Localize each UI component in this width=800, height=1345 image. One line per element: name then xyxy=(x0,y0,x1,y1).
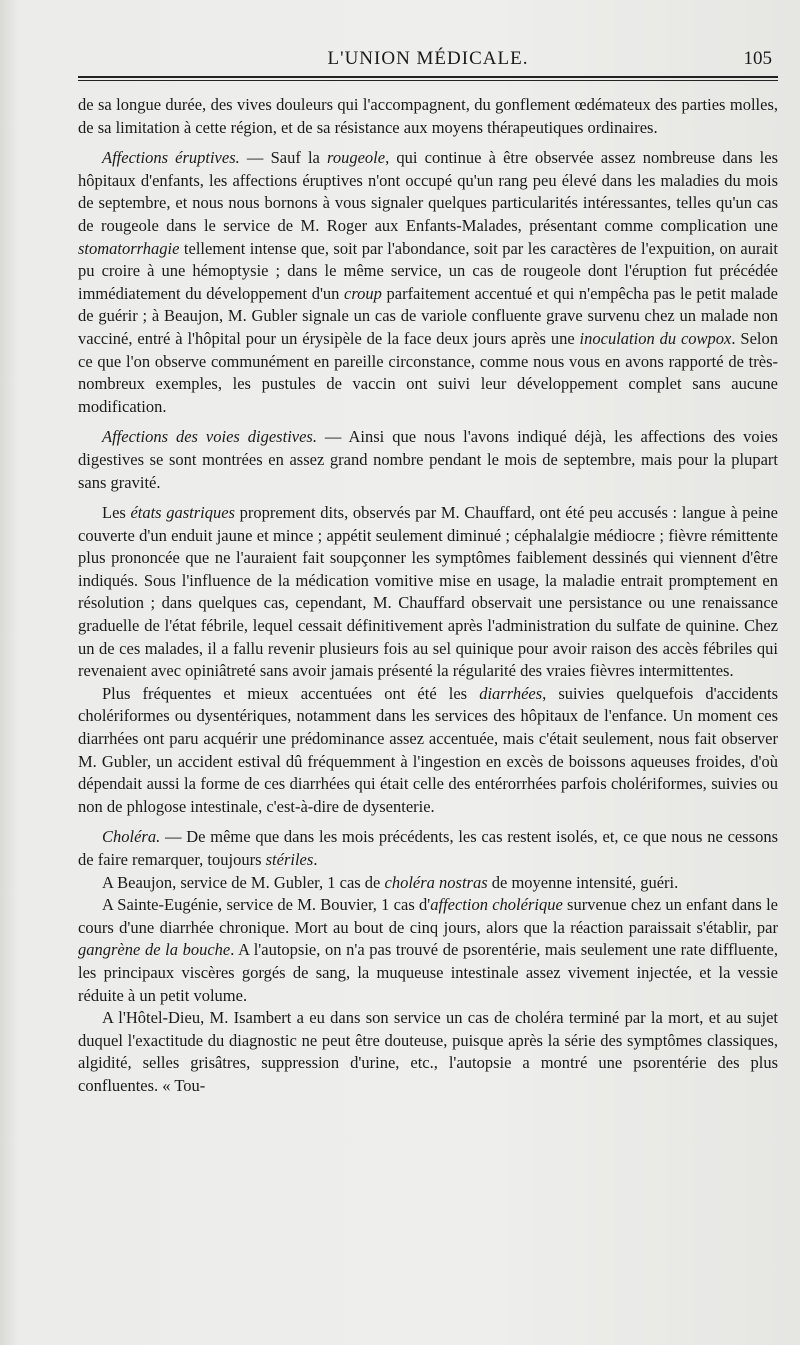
section-heading: Choléra. xyxy=(102,827,161,847)
text-run: . Selon ce que l'on observe communément en pareille circonstance, comme nous vous en avons rapporté de très-nombreux exemples, les pustules de vaccin ont suivi leur développement complet sans aucune modification. xyxy=(78,328,778,416)
italic-term: stériles xyxy=(265,850,314,869)
italic-term: choléra nostras xyxy=(384,872,488,892)
text-run: — Ainsi que nous l'avons indiqué déjà, les affections des voies digestives se sont montrées en assez grand nombre pendant le mois de septembre, mais pour la plupart sans gravité. xyxy=(78,427,778,492)
paragraph-continuation: de sa longue durée, des vives douleurs qui l'accompagnent, du gonflement œdémateux des parties molles, de sa limitation à cette région, et de sa résistance aux moyens thérapeutiques ordinaires. xyxy=(78,95,778,137)
paragraph-voies-digestives xyxy=(78,426,778,494)
text-run: A Sainte-Eugénie, service de M. Bouvier, 1 cas d' xyxy=(102,895,431,915)
paragraph-hotel-dieu: A l'Hôtel-Dieu, M. Isambert a eu dans son service un cas de choléra terminé par la mort, et au sujet duquel l'exactitude du diagnostic ne peut être douteuse, puisque après la série des symptômes classiques, algidité, selles grisâtres, suppression d'urine, etc., l'autopsie a montré une psorentérie des plus confluentes. « Tou- xyxy=(78,1008,778,1095)
text-run: , qui continue à être observée assez nombreuse dans les hôpitaux d'enfants, les affections éruptives n'ont occupé qu'un rang peu élevé dans les maladies du mois de septembre, et nous nous bornons à vous signaler quelques particularités intéressantes, telles qu'un cas de rougeole dans le service de M. Roger aux Enfants-Malades, présentant comme complication une xyxy=(78,148,779,235)
text-run: Plus fréquentes et mieux accentuées ont été les xyxy=(102,683,480,703)
text-run: , suivies quelquefois d'accidents cholériformes ou dysentériques, notamment dans les services des hôpitaux de l'enfance. Un moment ces diarrhées ont paru acquérir une prédominance assez accentuée, mais c'était seulement, nous fait observer M. Gubler, un accident estival dû fréquemment à l'ingestion en excès de boissons aqueuses froides, d'où dépendait aussi la forme de ces diarrhées qui était celle des entérorrhées parfois cholériformes, suivies ou non de phlogose intestinale, c'est-à-dire de dysenterie. xyxy=(78,683,779,816)
paragraph-beaujon xyxy=(78,872,778,895)
paragraph-affections-eruptives xyxy=(78,147,778,418)
section-heading: Affections des voies digestives. xyxy=(102,427,317,447)
text-run: — Sauf la xyxy=(239,148,328,168)
page-header xyxy=(78,46,778,80)
italic-term: croup xyxy=(344,283,382,303)
italic-term: états gastriques xyxy=(130,503,235,523)
text-run: . A l'autopsie, on n'a pas trouvé de psorentérie, mais seulement une rate diffluente, les principaux viscères gorgés de sang, la muqueuse intestinale assez vivement injectée, et la vessie réduite à un petit volume. xyxy=(78,940,779,1005)
body-text xyxy=(78,94,778,1098)
header-rule-thin xyxy=(78,80,778,81)
text-run: parfaitement accentué et qui n'empêcha pas le petit malade de guérir ; à Beaujon, M. Gubler signale un cas de variole confluente grave survenu chez un malade non vacciné, entré à l'hôpital pour un érysipèle de la face deux jours après une xyxy=(78,283,778,348)
text-run: proprement dits, observés par M. Chauffard, ont été peu accusés : langue à peine couverte d'un enduit jaune et mince ; appétit seulement diminué ; céphalalgie médiocre ; fièvre rémittente plus prononcée que ne l'auraient fait soupçonner les symptômes faiblement dessinés qui viennent d'être indiqués. Sous l'influence de la médication vomitive mise en usage, la maladie entrait promptement en résolution ; dans quelques cas, cependant, M. Chauffard observait une persistance ou une renaissance graduelle de l'état fébrile, lequel cessait définitivement après l'administration du sulfate de quinine. Chez un de ces malades, il a fallu revenir plusieurs fois au sel quinique pour avoir raison des accès fébriles qui revenaient avec opiniâtreté sans avoir jamais présenté la régularité des vraies fièvres intermittentes. xyxy=(78,503,778,681)
italic-term: diarrhées xyxy=(479,683,543,703)
paragraph-diarrhees xyxy=(78,683,778,819)
header-rule xyxy=(78,76,778,78)
running-title: L'UNION MÉDICALE. xyxy=(327,48,529,69)
section-heading: Affections éruptives. xyxy=(102,148,240,168)
text-run: de moyenne intensité, guéri. xyxy=(487,872,679,892)
text-run: . xyxy=(313,850,318,869)
page-number: 105 xyxy=(743,48,772,69)
paragraph-cholera xyxy=(78,826,778,871)
paragraph-etats-gastriques xyxy=(78,502,778,683)
text-run: tellement intense que, soit par l'abondance, soit par les caractères de l'expuition, on aurait pu croire à une hémoptysie ; dans le même service, un cas de rougeole dont l'éruption fut précédée immédiatement du développement d'un xyxy=(78,238,778,303)
italic-term: affection cholérique xyxy=(430,895,563,915)
italic-term: inoculation du cowpox xyxy=(579,328,732,348)
italic-term: rougeole xyxy=(327,148,386,168)
italic-term: stomatorrhagie xyxy=(78,238,180,258)
paragraph-sainte-eugenie xyxy=(78,894,778,1007)
text-run: A Beaujon, service de M. Gubler, 1 cas de xyxy=(102,872,385,892)
text-run: Les xyxy=(102,503,131,523)
text-run: survenue chez un enfant dans le cours d'une diarrhée chronique. Mort au bout de cinq jours, alors que la réaction paraissait s'établir, par xyxy=(78,895,778,937)
text-run: — De même que dans les mois précédents, les cas restent isolés, et, ce que nous ne cessons de faire remarquer, toujours xyxy=(78,827,778,869)
italic-term: gangrène de la bouche xyxy=(78,940,231,960)
